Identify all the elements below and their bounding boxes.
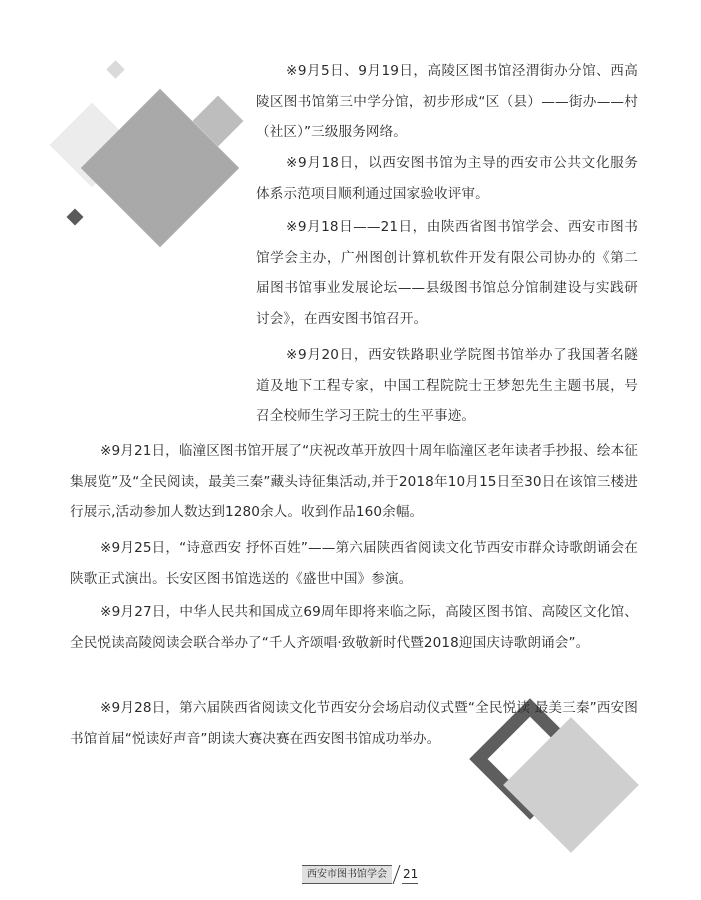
paragraph-sep20: ※9月20日，西安铁路职业学院图书馆举办了我国著名隧道及地下工程专家，中国工程院院士王梦恕先生主题书展，号召全校师生学习王院士的生平事迹。	[256, 347, 638, 424]
paragraph-sep21: ※9月21日，临潼区图书馆开展了“庆祝改革开放四十周年临潼区老年读者手抄报、绘本征集展览”及“全民阅读，最美三秦”藏头诗征集活动,并于2018年10月15日至30日在该馆三楼进行展示,活动参加人数达到1280余人。收到作品160余幅。	[70, 443, 638, 520]
paragraph-sep25: ※9月25日，“诗意西安 抒怀百姓”——第六届陕西省阅读文化节西安市群众诗歌朗诵会在陕歌正式演出。长安区图书馆选送的《盛世中国》参演。	[70, 540, 638, 587]
footer-divider	[392, 866, 402, 883]
deco-diamond-small-dark	[67, 209, 84, 226]
page-number: 21	[402, 866, 418, 884]
paragraph-sep18-forum: ※9月18日——21日，由陕西省图书馆学会、西安市图书馆学会主办，广州图创计算机软件开发有限公司协办的《第二届图书馆事业发展论坛——县级图书馆总分馆制建设与实践研讨会》，在西安图书馆召开。	[256, 219, 638, 327]
footer-label: 西安市图书馆学会	[302, 865, 392, 884]
deco-diamond-small-top	[106, 60, 124, 78]
paragraph-sep5: ※9月5日、9月19日，高陵区图书馆泾渭街办分馆、西高陵区图书馆第三中学分馆，初步形成“区（县）——街办——村（社区）”三级服务网络。	[256, 63, 638, 140]
page-footer	[302, 866, 418, 883]
paragraph-sep18-review: ※9月18日，以西安图书馆为主导的西安市公共文化服务体系示范项目顺利通过国家验收评审。	[256, 155, 638, 202]
paragraph-sep27: ※9月27日，中华人民共和国成立69周年即将来临之际，高陵区图书馆、高陵区文化馆、全民悦读高陵阅读会联合举办了“千人齐颂唱·致敬新时代暨2018迎国庆诗歌朗诵会”。	[70, 604, 638, 651]
paragraph-sep28: ※9月28日，第六届陕西省阅读文化节西安分会场启动仪式暨“全民悦读 最美三秦”西安图书馆首届“悦读好声音”朗读大赛决赛在西安图书馆成功举办。	[70, 700, 638, 747]
